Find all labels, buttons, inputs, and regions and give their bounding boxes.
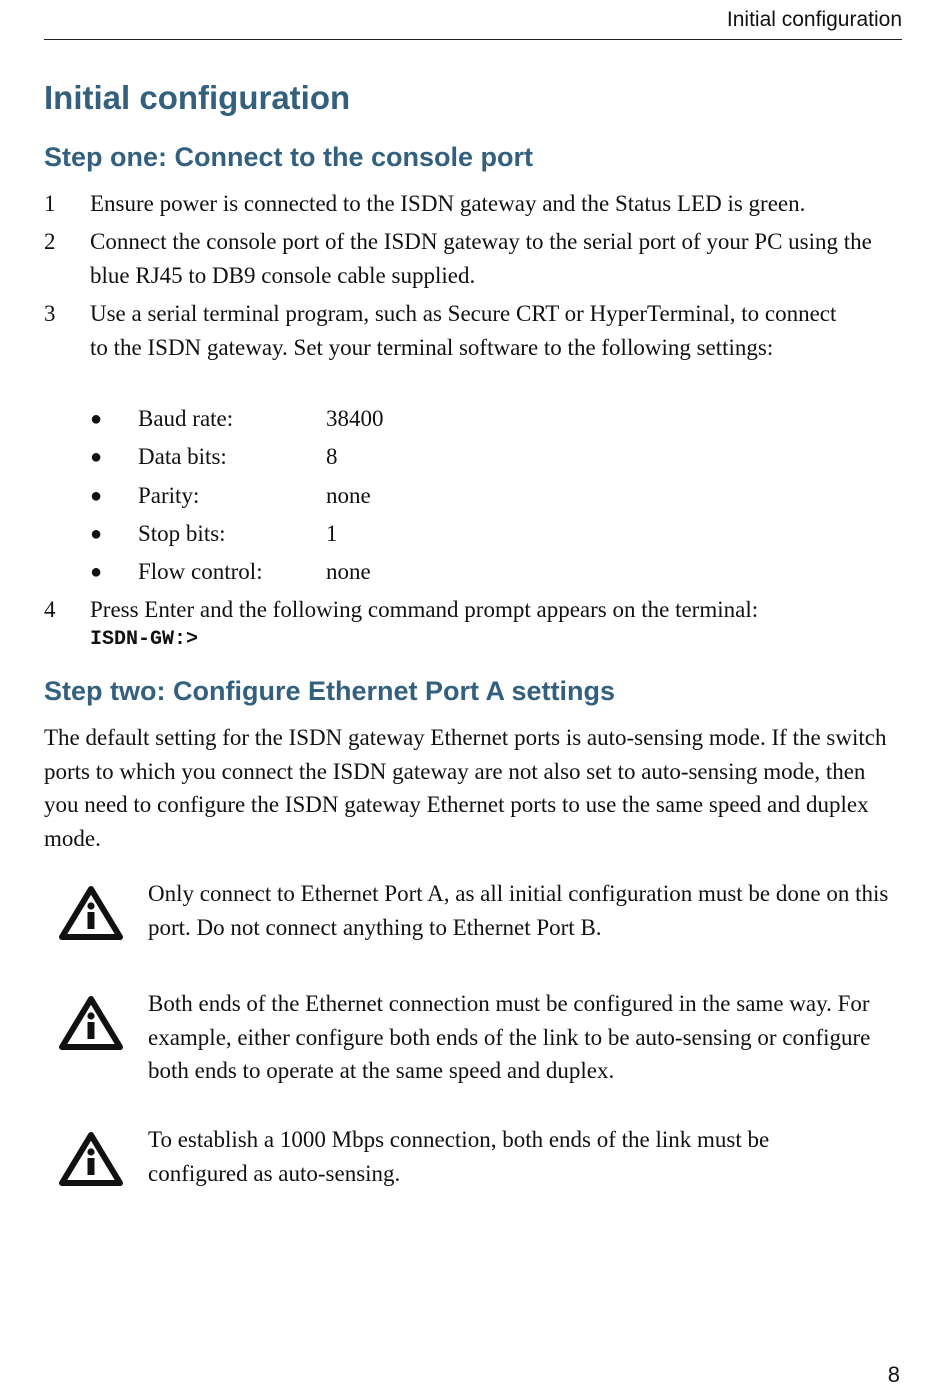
warning-icon (58, 1130, 124, 1188)
warning-icon (58, 994, 124, 1052)
setting-label: Stop bits: (138, 521, 226, 546)
setting-value: 1 (326, 521, 338, 546)
step-text: Press Enter and the following command prompt appears on the terminal: (90, 597, 759, 622)
setting-label: Parity: (138, 483, 200, 508)
setting-label: Data bits: (138, 444, 227, 469)
bullet-icon: ● (90, 446, 103, 468)
step-number: 4 (44, 597, 56, 622)
bullet-icon: ● (90, 485, 103, 507)
warning-text: Both ends of the Ethernet connection must be configured in the same way. For example, either configure both ends of the link to be auto-sensing or configure both ends to operate at the same speed and duplex. (148, 991, 871, 1084)
step-number: 1 (44, 191, 56, 216)
running-header: Initial configuration (44, 6, 902, 40)
warning-icon (58, 884, 124, 942)
command-prompt: ISDN-GW:> (90, 628, 199, 651)
page-number: 8 (887, 1362, 900, 1387)
setting-value: none (326, 559, 371, 584)
setting-value: 38400 (326, 406, 384, 431)
step-one-heading: Step one: Connect to the console port (44, 142, 534, 172)
step-text: Connect the console port of the ISDN gateway to the serial port of your PC using the blue RJ45 to DB9 console cable supplied. (90, 229, 872, 288)
setting-value: 8 (326, 444, 338, 469)
bullet-icon: ● (90, 561, 103, 583)
setting-label: Flow control: (138, 559, 263, 584)
step-number: 2 (44, 229, 56, 254)
page-title: Initial configuration (44, 79, 351, 116)
step-number: 3 (44, 301, 56, 326)
step-text: Ensure power is connected to the ISDN gateway and the Status LED is green. (90, 191, 806, 216)
setting-value: none (326, 483, 371, 508)
warning-text: To establish a 1000 Mbps connection, both ends of the link must be configured as auto-sensing. (148, 1127, 770, 1186)
step-text: Use a serial terminal program, such as Secure CRT or HyperTerminal, to connect to the ISDN gateway. Set your terminal software to the following settings: (90, 301, 837, 360)
step-two-body: The default setting for the ISDN gateway Ethernet ports is auto-sensing mode. If the switch ports to which you connect the ISDN gateway are not also set to auto-sensing mode, then you need to configure the ISDN gateway Ethernet ports to use the same speed and duplex mode. (44, 725, 887, 852)
step-two-heading: Step two: Configure Ethernet Port A settings (44, 676, 616, 706)
setting-label: Baud rate: (138, 406, 234, 431)
bullet-icon: ● (90, 408, 103, 430)
warning-text: Only connect to Ethernet Port A, as all initial configuration must be done on this port. Do not connect anything to Ethernet Port B. (148, 881, 889, 940)
bullet-icon: ● (90, 523, 103, 545)
